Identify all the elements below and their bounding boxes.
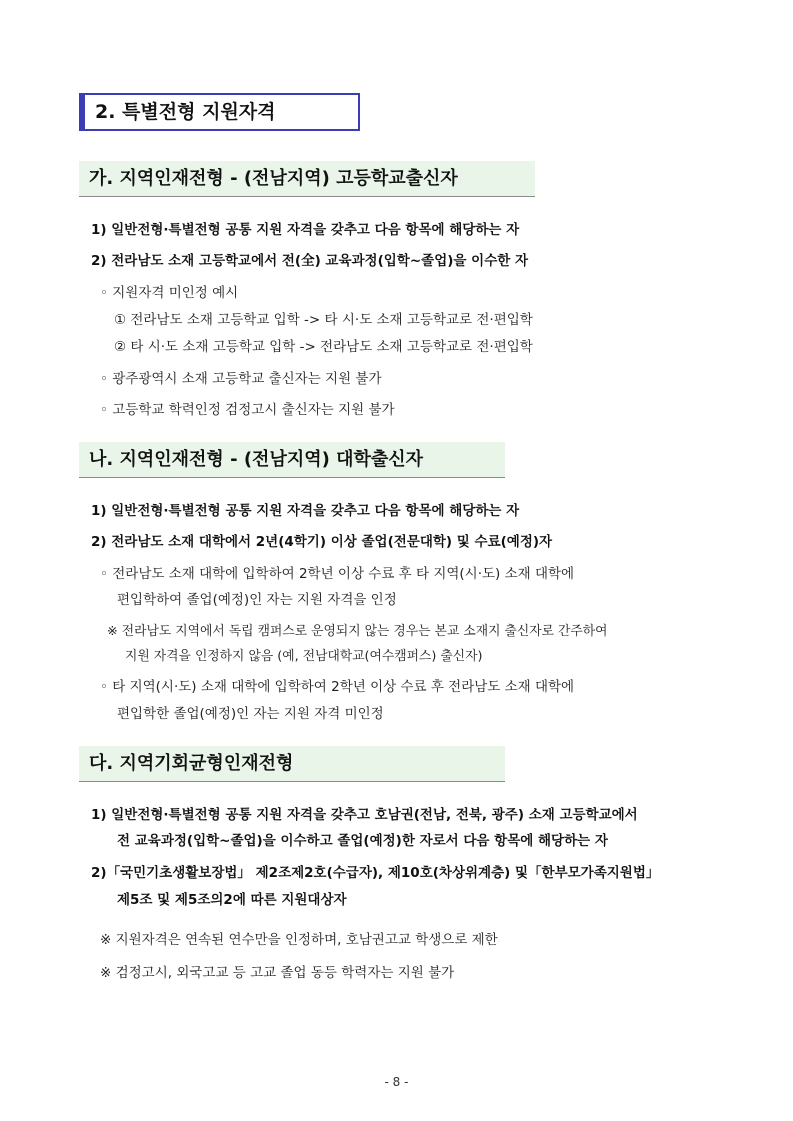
bullet-item-continuation: 편입학한 졸업(예정)인 자는 지원 자격 미인정 [117, 706, 384, 722]
bullet-item: ◦ 지원자격 미인정 예시 [100, 285, 239, 301]
requirement-item: 2)「국민기초생활보장법」 제2조제2호(수급자), 제10호(차상위계층) 및「한부모가족지원법」 [91, 865, 660, 881]
bullet-item: ◦ 타 지역(시·도) 소재 대학에 입학하여 2학년 이상 수료 후 전라남도 소재 대학에 [100, 679, 575, 695]
bullet-item-continuation: 편입학하여 졸업(예정)인 자는 지원 자격을 인정 [117, 592, 397, 608]
requirement-item: 1) 일반전형·특별전형 공통 지원 자격을 갖추고 다음 항목에 해당하는 자 [91, 222, 520, 238]
example-item: ② 타 시·도 소재 고등학교 입학 -> 전라남도 소재 고등학교로 전·편입학 [114, 339, 533, 355]
page-number: - 8 - [384, 1075, 409, 1089]
requirement-item-continuation: 제5조 및 제5조의2에 따른 지원대상자 [117, 892, 347, 908]
bullet-item: ◦ 광주광역시 소재 고등학교 출신자는 지원 불가 [100, 371, 382, 387]
requirement-item-continuation: 전 교육과정(입학~졸업)을 이수하고 졸업(예정)한 자로서 다음 항목에 해당하는 자 [117, 833, 608, 849]
page-title: 2. 특별전형 지원자격 [79, 93, 360, 131]
section-heading-ga: 가. 지역인재전형 - (전남지역) 고등학교출신자 [79, 161, 535, 197]
note-item: ※ 검정고시, 외국고교 등 고교 졸업 동등 학력자는 지원 불가 [100, 965, 455, 981]
example-item: ① 전라남도 소재 고등학교 입학 -> 타 시·도 소재 고등학교로 전·편입학 [114, 312, 533, 328]
requirement-item: 2) 전라남도 소재 대학에서 2년(4학기) 이상 졸업(전문대학) 및 수료(예정)자 [91, 534, 553, 550]
requirement-item: 2) 전라남도 소재 고등학교에서 전(全) 교육과정(입학~졸업)을 이수한 자 [91, 253, 529, 269]
note-item: ※ 전라남도 지역에서 독립 캠퍼스로 운영되지 않는 경우는 본교 소재지 출신자로 간주하여 [107, 624, 608, 639]
note-item-continuation: 지원 자격을 인정하지 않음 (예, 전남대학교(여수캠퍼스) 출신자) [125, 649, 483, 664]
section-heading-na: 나. 지역인재전형 - (전남지역) 대학출신자 [79, 442, 505, 478]
bullet-item: ◦ 전라남도 소재 대학에 입학하여 2학년 이상 수료 후 타 지역(시·도) 소재 대학에 [100, 566, 575, 582]
requirement-item: 1) 일반전형·특별전형 공통 지원 자격을 갖추고 다음 항목에 해당하는 자 [91, 503, 520, 519]
note-item: ※ 지원자격은 연속된 연수만을 인정하며, 호남권고교 학생으로 제한 [100, 932, 498, 948]
section-heading-da: 다. 지역기회균형인재전형 [79, 746, 505, 782]
requirement-item: 1) 일반전형·특별전형 공통 지원 자격을 갖추고 호남권(전남, 전북, 광주) 소재 고등학교에서 [91, 807, 638, 823]
bullet-item: ◦ 고등학교 학력인정 검정고시 출신자는 지원 불가 [100, 402, 395, 418]
